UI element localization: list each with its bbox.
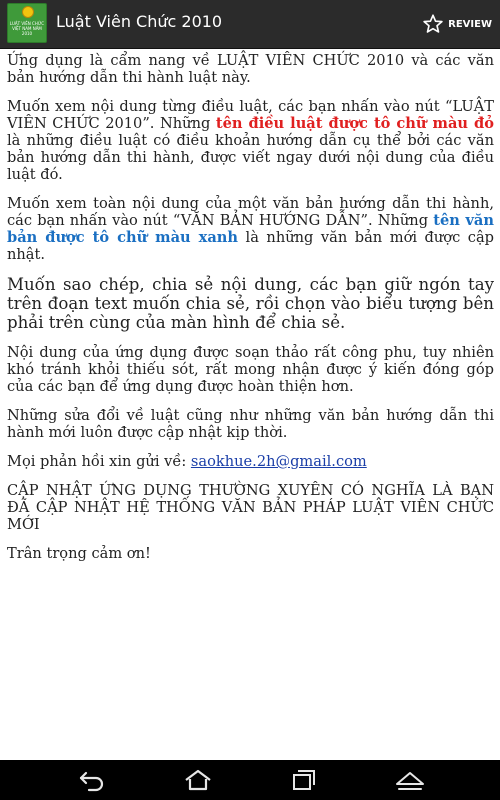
law-view-text-a: Muốn xem nội dung từng điều luật, các bạn nhấn vào nút “LUẬT VIÊN CHỨC 2010”. Những [7, 98, 494, 132]
intro-paragraph: Ứng dụng là cẩm nang về LUẬT VIÊN CHỨC 2010 và các văn bản hướng dẫn thi hành luật này. [7, 52, 494, 86]
thanks-paragraph: Trân trọng cảm ơn! [7, 545, 151, 562]
navigation-bar [0, 760, 500, 800]
guide-view-text-a: Muốn xem toàn nội dung của một văn bản hướng dẫn thi hành, các bạn nhấn vào nút “VĂN BẢN HƯỚNG DẪN”. Những [7, 195, 494, 229]
content-area [7, 52, 494, 574]
contact-paragraph [7, 453, 494, 470]
red-highlight-text: tên điều luật được tô chữ màu đỏ [215, 115, 494, 132]
contact-label: Mọi phản hồi xin gửi về: [7, 453, 191, 470]
home-icon[interactable] [183, 768, 213, 792]
guide-view-text-b: là những văn bản mới được cập nhật. [7, 229, 494, 263]
emblem-icon [22, 6, 34, 18]
law-view-text-b: là những điều luật có điều khoản hướng dẫn cụ thể bởi các văn bản hướng dẫn thi hành, được viết ngay dưới nội dung của điều luật đó. [7, 132, 494, 183]
app-logo[interactable] [7, 3, 47, 43]
guide-view-paragraph [7, 195, 494, 263]
blue-highlight-text: tên văn bản được tô chữ màu xanh [7, 212, 495, 246]
email-link[interactable]: saokhue.2h@gmail.com [190, 453, 367, 470]
back-icon[interactable] [77, 768, 107, 792]
action-bar [0, 0, 500, 49]
app-logo-text: LUẬT VIÊN CHỨC VIỆT NAM NĂM 2010 [9, 21, 45, 36]
feedback-paragraph: Nội dung của ứng dụng được soạn thảo rất công phu, tuy nhiên khó tránh khỏi thiếu sót, rất mong nhận được ý kiến đóng góp của các bạn để ứng dụng được hoàn thiện hơn. [7, 344, 494, 395]
star-outline-icon [422, 13, 444, 35]
share-paragraph: Muốn sao chép, chia sẻ nội dung, các bạn giữ ngón tay trên đoạn text muốn chia sẻ, rồi chọn vào biểu tượng bên phải trên cùng của màn hình để chia sẻ. [7, 275, 494, 332]
menu-up-icon[interactable] [395, 768, 425, 792]
recent-apps-icon[interactable] [289, 768, 319, 792]
update-paragraph: Những sửa đổi về luật cũng như những văn bản hướng dẫn thi hành mới luôn được cập nhật kịp thời. [7, 407, 494, 441]
update-notice-paragraph: CẬP NHẬT ỨNG DỤNG THƯỜNG XUYÊN CÓ NGHĨA LÀ BẠN ĐÃ CẬP NHẬT HỆ THỐNG VĂN BẢN PHÁP LUẬT VIÊN CHỨC MỚI [7, 482, 494, 533]
review-button[interactable] [422, 10, 492, 38]
review-label: REVIEW [448, 18, 492, 30]
law-view-paragraph [7, 98, 494, 183]
app-title: Luật Viên Chức 2010 [56, 12, 223, 31]
